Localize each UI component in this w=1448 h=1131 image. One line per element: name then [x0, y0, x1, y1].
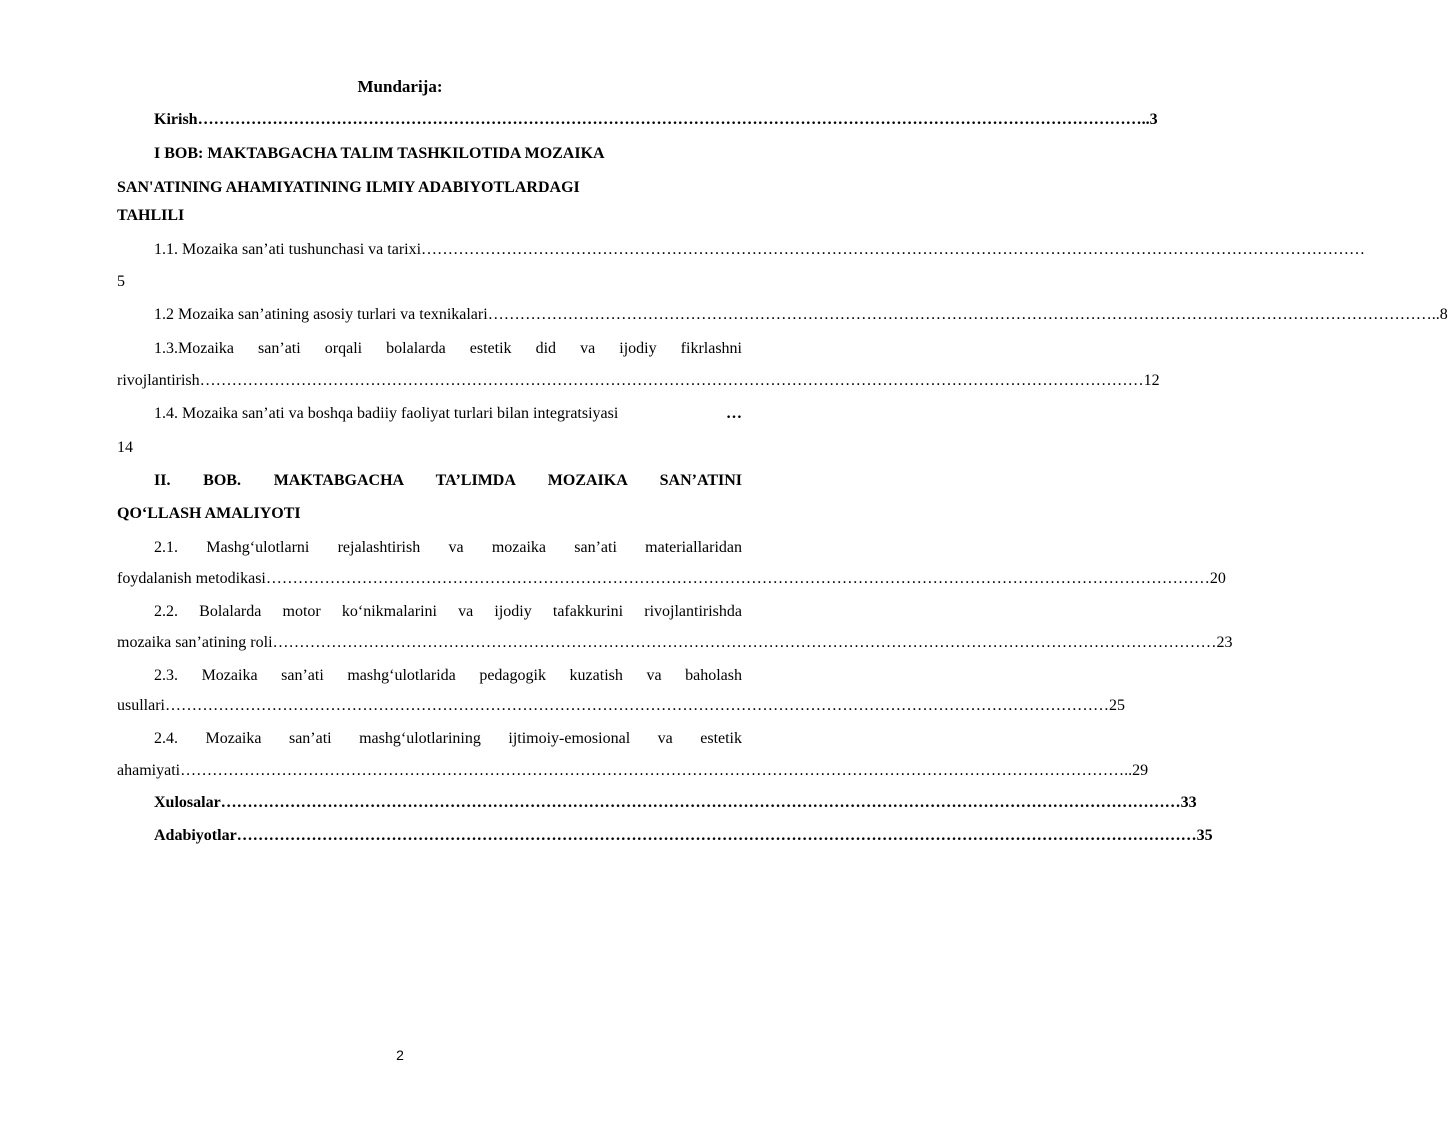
- toc-entry-2-3-line2: [117, 695, 1125, 717]
- chapter1-title-line1: I BOB: MAKTABGACHA TALIM TASHKILOTIDA MOZAIKA: [154, 145, 605, 162]
- toc-page-number: 25: [1109, 697, 1125, 714]
- toc-entry-1-1: [154, 239, 1366, 261]
- toc-entry-xulosalar: [154, 792, 1197, 814]
- toc-entry-title: Adabiyotlar: [154, 827, 237, 844]
- toc-entry-1-3-line1: 1.3.Mozaika san’ati orqali bolalarda estetik did va ijodiy fikrlashni: [154, 340, 742, 357]
- toc-entry-title: 1.2 Mozaika san’atining asosiy turlari va texnikalari: [154, 306, 488, 323]
- toc-leader: ……………………………………………………………………………………………………………………………………………………………: [487, 306, 1432, 323]
- toc-entry-title: mozaika san’atining roli: [117, 634, 273, 651]
- chapter2-title-line1: II. BOB. MAKTABGACHA TA’LIMDA MOZAIKA SAN’ATINI: [154, 472, 742, 489]
- chapter1-title-line2: SAN'ATINING AHAMIYATINING ILMIY ADABIYOTLARDAGI: [117, 179, 580, 196]
- toc-entry-2-4-line2: [117, 760, 1149, 782]
- toc-page-number: …33: [1164, 794, 1197, 811]
- toc-leader: ……………………………………………………………………………………………………………………………………………………………: [236, 827, 1181, 844]
- toc-page-number: 14: [117, 439, 133, 456]
- toc-leader: ……………………………………………………………………………………………………………………………………………………………: [165, 697, 1109, 714]
- toc-entry-2-1-line1: 2.1. Mashg‘ulotlarni rejalashtirish va mozaika san’ati materiallaridan: [154, 539, 742, 556]
- toc-page-number: ..8: [1431, 306, 1448, 323]
- toc-entry-2-2-line2: [117, 632, 1233, 654]
- toc-heading: Mundarija:: [357, 77, 443, 96]
- toc-page-number: 12: [1143, 372, 1160, 389]
- toc-entry-adabiyotlar: [154, 825, 1213, 847]
- toc-leader: ……………………………………………………………………………………………………………………………………………………………: [272, 634, 1217, 651]
- toc-entry-title: rivojlantirish: [117, 372, 200, 389]
- toc-entry-1-4-line1: [154, 403, 742, 425]
- toc-entry-title: Kirish: [154, 111, 198, 128]
- toc-page-number: 5: [117, 273, 125, 290]
- toc-leader: ……………………………………………………………………………………………………………………………………………………………: [421, 241, 1366, 258]
- toc-entry-2-3-line1: 2.3. Mozaika san’ati mashg‘ulotlarida pedagogik kuzatish va baholash: [154, 667, 742, 684]
- toc-page-number: …35: [1180, 827, 1213, 844]
- chapter2-title-line2: QO‘LLASH AMALIYOTI: [117, 505, 301, 522]
- page-number: 2: [396, 1047, 404, 1063]
- toc-leader: ……………………………………………………………………………………………………………………………………………………………: [220, 794, 1165, 811]
- toc-leader: ……………………………………………………………………………………………………………………………………………………………: [199, 372, 1144, 389]
- toc-entry-title: Xulosalar: [154, 794, 221, 811]
- toc-entry-2-1-line2: [117, 568, 1226, 590]
- toc-entry-title: ahamiyati: [117, 762, 181, 779]
- toc-entry-title: 1.1. Mozaika san’ati tushunchasi va tarixi: [154, 241, 422, 258]
- toc-page-number: ..29: [1124, 762, 1149, 779]
- toc-entry-2-2-line1: 2.2. Bolalarda motor ko‘nikmalarini va ijodiy tafakkurini rivojlantirishda: [154, 603, 742, 620]
- toc-entry-title: foydalanish metodikasi: [117, 570, 266, 587]
- toc-page-number: ..3: [1141, 111, 1158, 128]
- toc-entry-title: 1.4. Mozaika san’ati va boshqa badiiy faoliyat turlari bilan integratsiyasi: [154, 405, 619, 422]
- toc-entry-2-4-line1: 2.4. Mozaika san’ati mashg‘ulotlarining ijtimoiy-emosional va estetik: [154, 730, 742, 747]
- toc-page-number: 20: [1209, 570, 1226, 587]
- toc-entry-kirish: [154, 109, 1158, 131]
- toc-leader: ……………………………………………………………………………………………………………………………………………………………: [197, 111, 1142, 128]
- toc-page-number: 23: [1216, 634, 1233, 651]
- toc-leader: ……………………………………………………………………………………………………………………………………………………………: [265, 570, 1210, 587]
- toc-entry-1-3-line2: [117, 370, 1160, 392]
- toc-leader: ……………………………………………………………………………………………………………………………………………………………: [180, 762, 1125, 779]
- toc-entry-1-2: [154, 304, 1448, 326]
- toc-entry-title: usullari: [117, 697, 165, 714]
- chapter1-title-line3: TAHLILI: [117, 207, 185, 224]
- toc-leader: …: [726, 405, 742, 422]
